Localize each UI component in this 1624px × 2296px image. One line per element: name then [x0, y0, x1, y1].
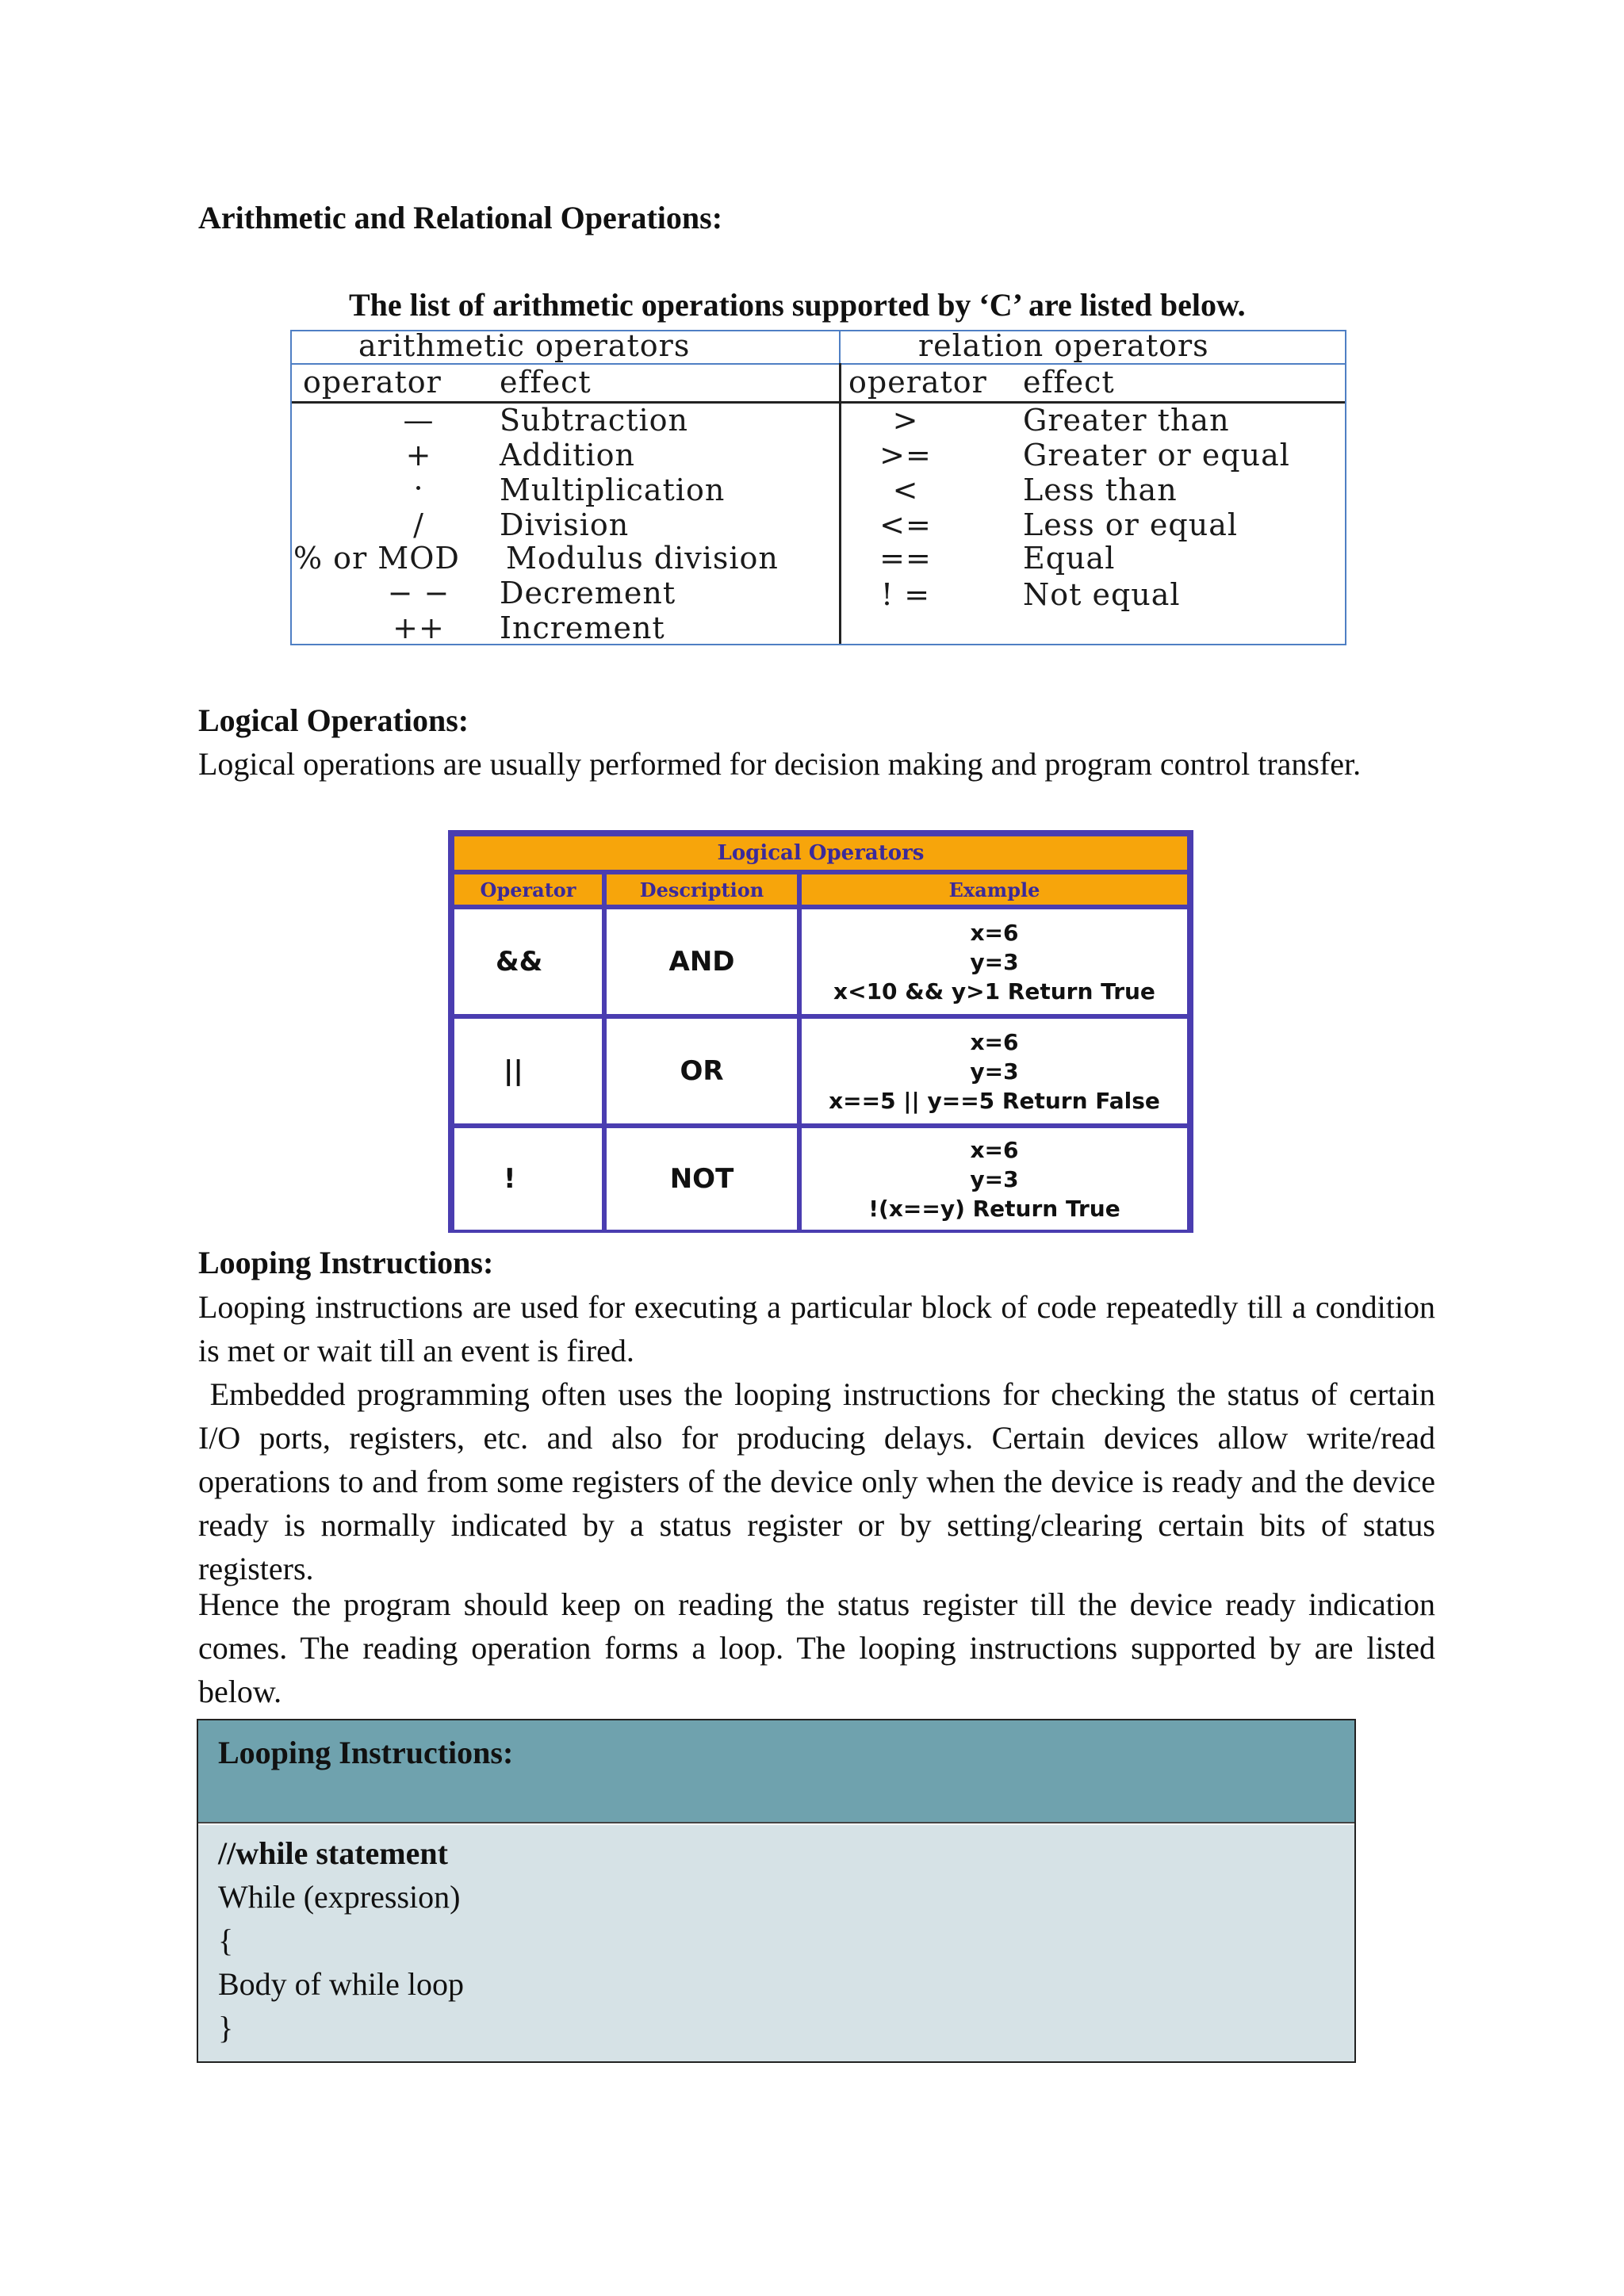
logic-row-operator: !: [454, 1128, 602, 1230]
rel-op: ==: [879, 541, 932, 576]
looping-code-box: [197, 1719, 1356, 2063]
looping-para-3: Hence the program should keep on reading the status register till the device ready indication comes. The reading operation forms a loop. The looping instructions supported by are listed below.: [198, 1586, 1435, 1709]
arith-col-effect: effect: [500, 365, 592, 400]
logic-row-example: [802, 909, 1187, 1014]
logic-row-example: [802, 1019, 1187, 1123]
rel-title: relation operators: [918, 328, 1209, 363]
operators-table: [290, 330, 1346, 645]
rel-op: <: [892, 473, 919, 507]
rel-effect: Not equal: [1023, 577, 1181, 612]
arith-op: +: [405, 438, 432, 473]
arith-effect: Decrement: [500, 576, 676, 610]
logic-row-description: OR: [607, 1019, 797, 1123]
logic-row-operator: &&: [454, 909, 602, 1014]
example-line: !(x==y) Return True: [868, 1195, 1120, 1222]
rel-op: <=: [879, 507, 932, 542]
rel-op: >=: [879, 438, 932, 473]
rel-op: >: [892, 403, 919, 438]
code-line: }: [218, 2010, 234, 2045]
logic-row-example: [802, 1128, 1187, 1230]
loop-box-body: [198, 1825, 1354, 2061]
code-line: Body of while loop: [218, 1966, 464, 2002]
example-line: x=6: [970, 1028, 1019, 1055]
logical-heading: Logical Operations:: [198, 702, 469, 738]
logical-operators-table: [448, 830, 1193, 1233]
arith-effect: Subtraction: [500, 403, 688, 438]
rel-col-operator: operator: [848, 365, 987, 400]
arith-effect: Addition: [500, 438, 636, 473]
logical-text: Logical operations are usually performed for decision making and program control transfer.: [198, 746, 1362, 782]
looping-para-1: Looping instructions are used for executing a particular block of code repeatedly till a condition is met or wait till an event is fired.: [198, 1289, 1435, 1368]
example-line: x=6: [970, 919, 1019, 946]
example-line: y=3: [970, 1165, 1019, 1192]
logic-table-title: Logical Operators: [454, 836, 1187, 870]
arith-effect: Increment: [500, 610, 665, 645]
code-line: While (expression): [218, 1879, 461, 1915]
arith-op: % or MOD: [293, 541, 460, 576]
rel-col-effect: effect: [1023, 365, 1115, 400]
example-line: y=3: [970, 1058, 1019, 1085]
loop-box-title: Looping Instructions:: [218, 1735, 514, 1770]
loop-box-header: [198, 1720, 1354, 1823]
rel-op: ! =: [880, 577, 931, 612]
arith-effect: Division: [500, 507, 630, 542]
arith-rel-heading: Arithmetic and Relational Operations:: [198, 200, 723, 235]
logic-row-operator: ||: [454, 1019, 602, 1123]
code-line: {: [218, 1923, 234, 1958]
arith-effect: Modulus division: [506, 541, 779, 576]
example-line: x==5 || y==5 Return False: [829, 1087, 1160, 1114]
rel-effect: Less than: [1023, 473, 1178, 507]
arith-title: arithmetic operators: [358, 328, 691, 363]
looping-heading: Looping Instructions:: [198, 1245, 494, 1280]
rel-effect: Equal: [1023, 541, 1116, 576]
logic-row-description: NOT: [607, 1128, 797, 1230]
arith-op: ·: [413, 471, 424, 506]
logic-row-description: AND: [607, 909, 797, 1014]
example-line: x<10 && y>1 Return True: [833, 978, 1155, 1004]
logic-col-example: Example: [802, 874, 1187, 905]
logic-col-operator: Operator: [454, 874, 602, 905]
arith-op: /: [413, 507, 424, 542]
code-comment: //while statement: [218, 1835, 448, 1871]
looping-para-2: Embedded programming often uses the looping instructions for checking the status of certain I/O ports, registers, etc. and also for producing delays. Certain devices allow write/read operations to and from some registers of the device only when the device is ready and the device ready is normally indicated by a status register or by setting/clearing certain bits of status registers.: [198, 1376, 1443, 1586]
arith-effect: Multiplication: [500, 473, 726, 507]
logic-col-description: Description: [607, 874, 797, 905]
rel-effect: Greater or equal: [1023, 438, 1290, 473]
arith-op: —: [403, 403, 435, 438]
example-line: y=3: [970, 948, 1019, 975]
arith-op: − −: [387, 576, 450, 610]
example-line: x=6: [970, 1136, 1019, 1163]
rel-effect: Less or equal: [1023, 507, 1239, 542]
ops-table-caption: The list of arithmetic operations supported by ‘C’ are listed below.: [349, 287, 1246, 323]
arith-op: ++: [393, 610, 445, 645]
rel-effect: Greater than: [1023, 403, 1230, 438]
arith-col-operator: operator: [303, 365, 442, 400]
